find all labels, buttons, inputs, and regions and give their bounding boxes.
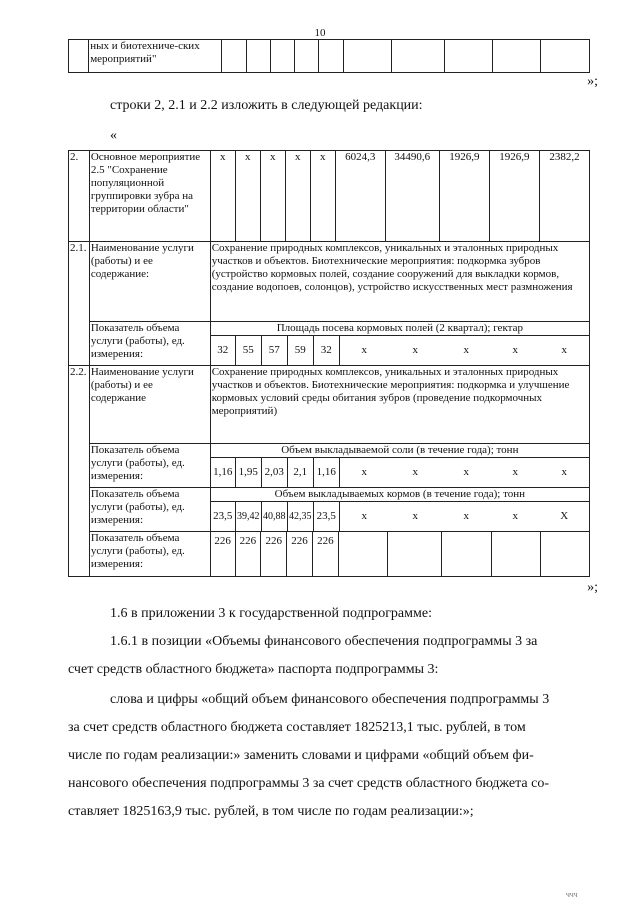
value-cell: 6024,3 bbox=[335, 151, 385, 242]
value-cell: х bbox=[412, 344, 418, 356]
value-cell bbox=[388, 532, 442, 576]
top-row-num bbox=[69, 40, 89, 73]
table-row-2-2-indicator-3 bbox=[69, 532, 590, 577]
service-label: Наименование услуги (работы) и ее содержание: bbox=[89, 242, 210, 322]
value-cell bbox=[541, 532, 589, 576]
row-number: 2.1. bbox=[69, 242, 90, 366]
value-cell: 55 bbox=[236, 336, 262, 365]
table-row-2-1 bbox=[69, 242, 590, 322]
value-cell: х bbox=[235, 151, 260, 242]
value-cell: х bbox=[463, 466, 469, 478]
value-cell bbox=[442, 532, 492, 576]
service-content: Сохранение природных комплексов, уникальных и эталонных природных участков и объектов. Биотехнические мероприятия: подкормка зубров (устройство кормовых полей, создание сооружений для выкладки кормов, создание водопоев, солонцов), устройство искусственных мест размножения bbox=[210, 242, 589, 322]
paragraph-line: счет средств областного бюджета» паспорта подпрограммы 3: bbox=[68, 662, 439, 677]
value-cell: 1,16 bbox=[314, 458, 340, 487]
value-cell: 226 bbox=[236, 532, 262, 577]
value-cell: 1,16 bbox=[211, 458, 236, 487]
main-table bbox=[68, 150, 590, 577]
row-number: 2.2. bbox=[69, 366, 90, 577]
value-cell: 39,42 bbox=[236, 502, 262, 531]
indicator-label: Показатель объема услуги (работы), ед. измерения: bbox=[89, 532, 210, 577]
top-table-fragment bbox=[68, 39, 590, 73]
service-label: Наименование услуги (работы) и ее содержание bbox=[89, 366, 210, 444]
value-cell: 59 bbox=[288, 336, 314, 365]
row-number: 2. bbox=[69, 151, 90, 242]
value-cell: х bbox=[463, 510, 469, 522]
value-cell: 23,5 bbox=[211, 502, 236, 531]
service-content: Сохранение природных комплексов, уникальных и эталонных природных участков и объектов. Биотехнические мероприятия: подкормка и улучшение кормовых условий среды обитания зубров (проведение подкормочных мероприятий) bbox=[210, 366, 589, 444]
instruction-line: строки 2, 2.1 и 2.2 изложить в следующей редакции: bbox=[110, 98, 423, 113]
value-cell: 42,35 bbox=[288, 502, 314, 531]
value-cell: 1,95 bbox=[236, 458, 262, 487]
value-cell: х bbox=[512, 466, 518, 478]
paragraph-line: числе по годам реализации:» заменить словами и цифрами «общий объем фи- bbox=[68, 748, 534, 763]
value-cell: х bbox=[512, 510, 518, 522]
paragraph-line: за счет средств областного бюджета составляет 1825213,1 тыс. рублей, в том bbox=[68, 720, 526, 735]
page-number: 10 bbox=[314, 27, 326, 39]
value-cell: 32 bbox=[211, 336, 236, 365]
table-row-2-1-indicator bbox=[69, 322, 590, 366]
row-name: Основное мероприятие 2.5 "Сохранение популяционной группировки зубра на территории области" bbox=[89, 151, 210, 242]
value-cell: 2,03 bbox=[262, 458, 288, 487]
indicator-label: Показатель объема услуги (работы), ед. измерения: bbox=[89, 322, 210, 366]
value-cell: 226 bbox=[287, 532, 313, 577]
value-cell: Х bbox=[560, 510, 569, 522]
table-row-2 bbox=[69, 151, 590, 242]
value-cell: 1926,9 bbox=[439, 151, 489, 242]
value-cell: х bbox=[561, 344, 567, 356]
value-cell: 23,5 bbox=[314, 502, 340, 531]
footer-mark: ЧЧЧ bbox=[566, 893, 578, 899]
indicator-title: Объем выкладываемых кормов (в течение года); тонн bbox=[211, 488, 589, 502]
indicator-label: Показатель объема услуги (работы), ед. измерения: bbox=[89, 444, 210, 488]
value-cell: х bbox=[463, 344, 469, 356]
value-cell: х bbox=[412, 466, 418, 478]
value-cell: х bbox=[285, 151, 310, 242]
value-cell: х bbox=[412, 510, 418, 522]
value-cell bbox=[339, 532, 389, 576]
value-cell: 226 bbox=[211, 532, 236, 577]
value-cell bbox=[492, 532, 542, 576]
indicator-values bbox=[211, 336, 589, 365]
value-cell: 32 bbox=[314, 336, 340, 365]
value-cell: х bbox=[310, 151, 335, 242]
value-cell: 2382,2 bbox=[539, 151, 589, 242]
indicator-values bbox=[211, 532, 589, 576]
value-cell: х bbox=[512, 344, 518, 356]
value-cell: х bbox=[561, 466, 567, 478]
value-cell: х bbox=[210, 151, 235, 242]
indicator-title: Площадь посева кормовых полей (2 квартал); гектар bbox=[211, 322, 589, 336]
value-cell: х bbox=[361, 466, 367, 478]
closing-quote-2: »; bbox=[587, 580, 598, 595]
value-cell: 40,88 bbox=[262, 502, 288, 531]
paragraph-line: 1.6 в приложении 3 к государственной подпрограмме: bbox=[110, 606, 432, 621]
paragraph-line: ставляет 1825163,9 тыс. рублей, в том числе по годам реализации:»; bbox=[68, 804, 474, 819]
paragraph-line: 1.6.1 в позиции «Объемы финансового обеспечения подпрограммы 3 за bbox=[110, 634, 538, 649]
paragraph-line: слова и цифры «общий объем финансового обеспечения подпрограммы 3 bbox=[110, 692, 550, 707]
closing-quote-1: »; bbox=[587, 74, 598, 89]
value-cell: 57 bbox=[262, 336, 288, 365]
value-cell: 2,1 bbox=[288, 458, 314, 487]
opening-quote: « bbox=[110, 128, 117, 143]
table-row-2-2-indicator-2 bbox=[69, 488, 590, 532]
value-cell: х bbox=[361, 510, 367, 522]
table-row-2-2 bbox=[69, 366, 590, 444]
value-cell: 226 bbox=[313, 532, 339, 577]
value-cell: 1926,9 bbox=[489, 151, 539, 242]
indicator-values bbox=[211, 458, 589, 487]
table-row-2-2-indicator-1 bbox=[69, 444, 590, 488]
value-cell: х bbox=[260, 151, 285, 242]
paragraph-line: нансового обеспечения подпрограммы 3 за счет средств областного бюджета со- bbox=[68, 776, 549, 791]
indicator-label: Показатель объема услуги (работы), ед. измерения: bbox=[89, 488, 210, 532]
value-cell: 226 bbox=[261, 532, 287, 577]
value-cell: 34490,6 bbox=[385, 151, 439, 242]
top-row-label: ных и биотехниче-ских мероприятий" bbox=[89, 40, 222, 73]
value-cell: х bbox=[361, 344, 367, 356]
indicator-values bbox=[211, 502, 589, 531]
indicator-title: Объем выкладываемой соли (в течение года); тонн bbox=[211, 444, 589, 458]
